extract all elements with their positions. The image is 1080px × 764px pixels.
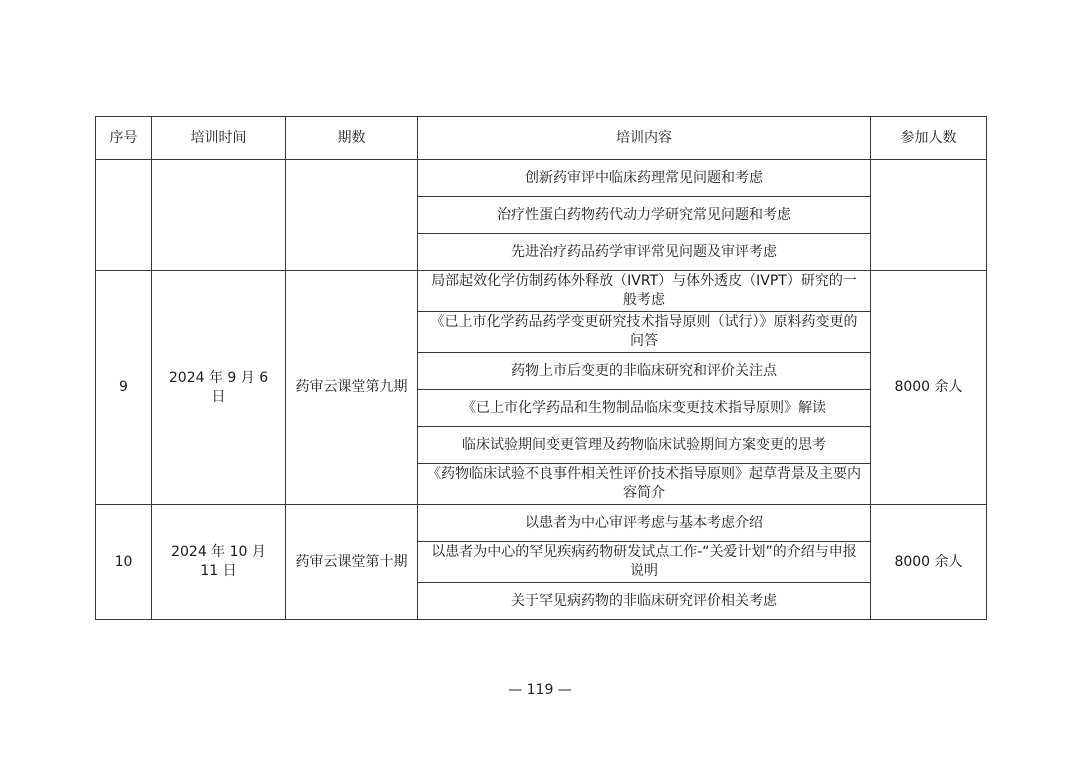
topic-cell: 《已上市化学药品和生物制品临床变更技术指导原则》解读 [418,390,871,427]
row-no-cell: 10 [96,505,152,620]
page-number: — 119 — [508,682,572,698]
cont-date-cell [152,160,286,271]
row-no-cell: 9 [96,271,152,505]
header-date: 培训时间 [152,117,286,160]
training-table [95,116,987,620]
topic-cell: 药物上市后变更的非临床研究和评价关注点 [418,353,871,390]
header-no: 序号 [96,117,152,160]
topic-cell: 以患者为中心审评考虑与基本考虑介绍 [418,505,871,542]
row-attendees-cell: 8000 余人 [871,505,987,620]
topic-cell: 以患者为中心的罕见疾病药物研发试点工作-“关爱计划”的介绍与申报说明 [418,542,871,583]
topic-cell: 关于罕见病药物的非临床研究评价相关考虑 [418,583,871,620]
row-date-cell: 2024 年 9 月 6 日 [152,271,286,505]
row-date-cell: 2024 年 10 月 11 日 [152,505,286,620]
topic-cell: 创新药审评中临床药理常见问题和考虑 [418,160,871,197]
row-attendees-cell: 8000 余人 [871,271,987,505]
header-content: 培训内容 [418,117,871,160]
table-row [96,505,987,542]
topic-cell: 局部起效化学仿制药体外释放（IVRT）与体外透皮（IVPT）研究的一般考虑 [418,271,871,312]
topic-cell: 《已上市化学药品药学变更研究技术指导原则（试行）》原料药变更的问答 [418,312,871,353]
table-row [96,271,987,312]
header-session: 期数 [286,117,418,160]
cont-no-cell [96,160,152,271]
topic-cell: 治疗性蛋白药物药代动力学研究常见问题和考虑 [418,197,871,234]
table-row [96,160,987,197]
header-row [96,117,987,160]
cont-attendees-cell [871,160,987,271]
row-session-cell: 药审云课堂第九期 [286,271,418,505]
topic-cell: 临床试验期间变更管理及药物临床试验期间方案变更的思考 [418,427,871,464]
cont-session-cell [286,160,418,271]
topic-cell: 《药物临床试验不良事件相关性评价技术指导原则》起草背景及主要内容简介 [418,464,871,505]
header-attendees: 参加人数 [871,117,987,160]
topic-cell: 先进治疗药品药学审评常见问题及审评考虑 [418,234,871,271]
row-session-cell: 药审云课堂第十期 [286,505,418,620]
